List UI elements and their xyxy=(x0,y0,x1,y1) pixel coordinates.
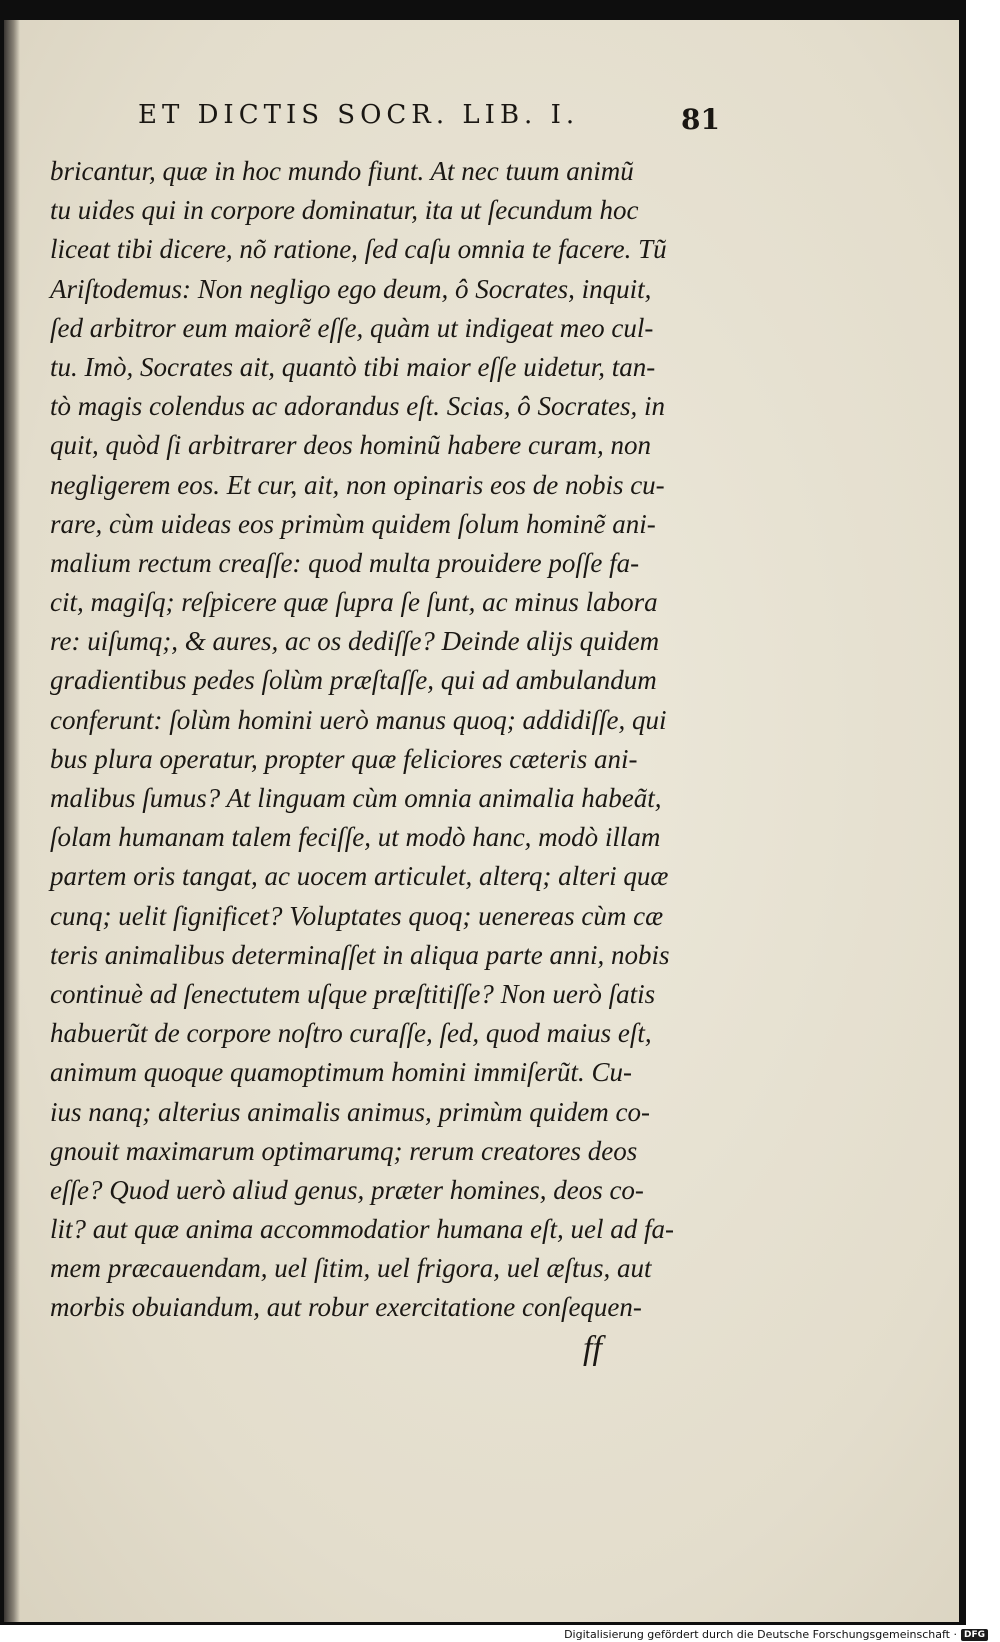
text-line: teris animalibus determinaſſet in aliqua parte anni, nobis xyxy=(50,939,670,970)
text-line: re: uiſumq;, & aures, ac os dediſſe? Deinde alijs quidem xyxy=(50,626,660,657)
funding-footer xyxy=(564,1628,988,1641)
text-line: conferunt: ſolùm homini uerò manus quoq; addidiſſe, qui xyxy=(50,704,667,735)
running-head: ET DICTIS SOCR. LIB. I. xyxy=(138,100,580,130)
text-line: negligerem eos. Et cur, ait, non opinaris eos de nobis cu- xyxy=(50,469,665,500)
text-line: quit, quòd ſi arbitrarer deos hominũ habere curam, non xyxy=(50,430,651,461)
text-line: lit? aut quæ anima accommodatior humana eſt, uel ad fa- xyxy=(50,1214,674,1245)
catchword: ff xyxy=(583,1330,602,1367)
text-line: ius nanq; alterius animalis animus, primùm quidem co- xyxy=(50,1096,650,1127)
page-number: 81 xyxy=(681,103,720,136)
text-line: liceat tibi dicere, nõ ratione, ſed caſu omnia te facere. Tũ xyxy=(50,234,667,265)
text-line: bricantur, quæ in hoc mundo fiunt. At nec tuum animũ xyxy=(50,156,634,186)
text-line: malibus ſumus? At linguam cùm omnia animalia habeãt, xyxy=(50,783,662,813)
dfg-logo: DFG xyxy=(961,1629,988,1641)
text-line: mem præcauendam, uel ſitim, uel frigora, uel æſtus, aut xyxy=(50,1253,652,1284)
text-line: gnouit maximarum optimarumq; rerum creatores deos xyxy=(50,1135,638,1166)
text-line: cit, magiſq; reſpicere quæ ſupra ſe ſunt, ac minus labora xyxy=(50,587,658,618)
page-gutter-shadow xyxy=(4,20,20,1622)
text-line: morbis obuiandum, aut robur exercitatione conſequen- xyxy=(50,1292,642,1323)
text-line: bus plura operatur, propter quæ feliciores cæteris ani- xyxy=(50,743,638,774)
text-line: habuerũt de corpore noſtro curaſſe, ſed, quod maius eſt, xyxy=(50,1018,652,1049)
text-line: tu. Imò, Socrates ait, quantò tibi maior eſſe uidetur, tan- xyxy=(50,351,656,382)
text-line: eſſe? Quod uerò aliud genus, præter homines, deos co- xyxy=(50,1174,644,1205)
text-line: ſed arbitror eum maiorẽ eſſe, quàm ut indigeat meo cul- xyxy=(50,312,654,343)
text-line: tu uides qui in corpore dominatur, ita ut ſecundum hoc xyxy=(50,195,639,226)
text-line: animum quoque quamoptimum homini immiſerũt. Cu- xyxy=(50,1057,632,1088)
body-text xyxy=(50,152,710,1328)
text-line: gradientibus pedes ſolùm præſtaſſe, qui ad ambulandum xyxy=(50,665,657,696)
text-line: cunq; uelit ſignificet? Voluptates quoq; uenereas cùm cæ xyxy=(50,900,664,931)
text-line: malium rectum creaſſe: quod multa prouidere poſſe fa- xyxy=(50,547,640,578)
funding-text: Digitalisierung gefördert durch die Deutsche Forschungsgemeinschaft · xyxy=(564,1628,957,1641)
text-line: tò magis colendus ac adorandus eſt. Scias, ô Socrates, in xyxy=(50,391,665,422)
text-line: continuè ad ſenectutem uſque præſtitiſſe? Non uerò ſatis xyxy=(50,978,656,1009)
text-line: Ariſtodemus: Non negligo ego deum, ô Socrates, inquit, xyxy=(50,273,652,304)
text-line: partem oris tangat, ac uocem articulet, alterq; alteri quæ xyxy=(50,861,669,892)
text-line: rare, cùm uideas eos primùm quidem ſolum hominẽ ani- xyxy=(50,508,656,539)
text-line: ſolam humanam talem feciſſe, ut modò hanc, modò illam xyxy=(50,822,661,853)
